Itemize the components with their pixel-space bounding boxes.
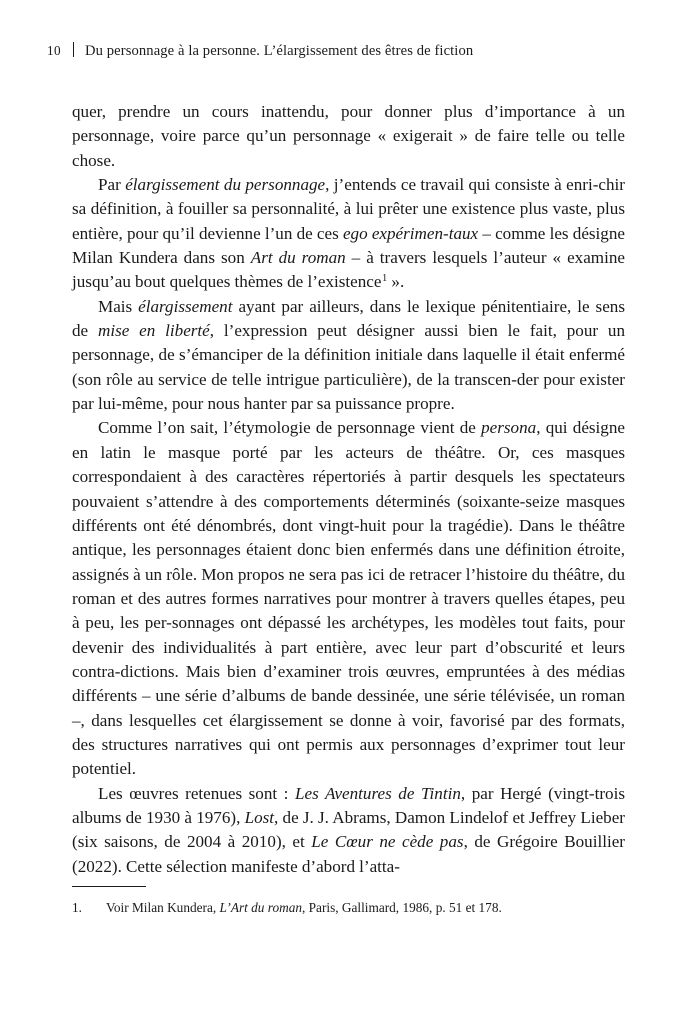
italic-run: Les Aventures de Tintin	[294, 783, 461, 803]
numeral-run: 1930	[145, 807, 181, 827]
paragraph	[72, 295, 625, 417]
footnote-list	[72, 899, 625, 917]
italic-run: ego expérimen-taux	[342, 223, 479, 243]
text-run: , l’expression peut désigner aussi bien le fait, pour un personnage, de s’émanciper de la définition initiale dans laquelle il était enfermé (son rôle au service de telle intrigue particulière), de la transcen-der pour exister par lui-même, pour nous hanter par sa puissance propre.	[72, 321, 626, 414]
text-run: quer, prendre un cours inattendu, pour donner plus d’importance à un personnage, voire parce qu’un personnage « exigerait » de faire telle ou telle chose.	[72, 102, 625, 170]
text-run: ayant par ailleurs, dans le lexique pénitentiaire, le sens de	[72, 296, 625, 341]
text-run: Voir Milan Kundera,	[106, 900, 220, 915]
numeral-run: 2004	[186, 832, 222, 852]
text-run: ). Cette sélection manifeste d’abord l’atta-	[111, 856, 400, 876]
text-run: , de J. J. Abrams, Damon Lindelof et Jeffrey Lieber (six saisons, de	[72, 807, 625, 852]
text-run: , de Grégoire Bouillier (	[72, 832, 625, 876]
numeral-run: 1976	[196, 807, 231, 827]
text-run: Les œuvres retenues sont :	[98, 783, 295, 803]
italic-run: Le Cœur ne cède pas	[311, 832, 464, 852]
text-run: , Paris, Gallimard, 1986, p. 51 et 178.	[302, 900, 502, 915]
paragraph	[72, 416, 625, 781]
numeral-run: 2022	[77, 856, 112, 876]
text-run: Mais	[98, 296, 139, 316]
header-separator-rule	[73, 42, 74, 57]
text-run: à	[180, 807, 197, 827]
text-run: , qui désigne en latin le masque porté par les acteurs de théâtre. Or, ces masques correspondaient à des caractères répertoriés à partir desquels les spectateurs pouvaient s’attendre à des comportements déterminés (soixante-seize masques différents ont été dénombrés, dont vingt-huit pour la tragédie). Dans le théâtre antique, les personnages étaient donc bien enfermés dans une définition étroite, assignés à un rôle. Mon propos ne sera pas ici de retracer l’histoire du théâtre, du roman et des autres formes narratives pour montrer à travers quelles étapes, peu à peu, les per-sonnages ont dépassé les archétypes, les modèles tout faits, pour devenir des individualités à part entière, avec leur part d’obscurité et leurs contra-dictions. Mais bien d’examiner trois œuvres, empruntées à des médias différents – une série d’albums de bande dessinée, une série télévisée, un roman –, dans lesquelles cet élargissement se donne à voir, favorisé par des formats, des structures narratives qui ont permis aux personnages d’exprimer tout leur potentiel.	[72, 418, 625, 779]
text-run: Par	[98, 175, 126, 195]
footnote-reference-marker[interactable]: 1	[381, 272, 388, 284]
paragraph	[72, 782, 625, 879]
numeral-run: 2010	[241, 832, 276, 852]
text-run: – à travers lesquels l’auteur « examine jusqu’au bout quelques thèmes de l’existence	[72, 248, 625, 292]
paragraph	[72, 173, 625, 295]
italic-run: Art du roman	[250, 248, 346, 268]
footnote-area	[72, 886, 625, 917]
running-title: Du personnage à la personne. L’élargissement des êtres de fiction	[85, 43, 474, 59]
text-run: ),	[230, 807, 245, 827]
italic-run: mise en liberté	[97, 321, 210, 341]
italic-run: L’Art du roman	[219, 900, 302, 915]
text-run: ».	[387, 272, 405, 292]
italic-run: élargissement	[138, 296, 233, 316]
footnote-entry	[72, 899, 625, 917]
footnote-text	[106, 899, 502, 917]
running-header	[47, 40, 637, 62]
footnote-number: 1.	[72, 900, 82, 915]
footnote-separator-rule	[72, 886, 146, 887]
page-number: 10	[47, 43, 61, 58]
italic-run: élargissement du personnage	[125, 175, 326, 195]
text-run: à	[221, 832, 242, 852]
text-run: Comme l’on sait, l’étymologie de personnage vient de	[98, 418, 482, 438]
italic-run: Lost	[244, 807, 275, 827]
paragraph	[72, 100, 625, 173]
text-run: , j’entends ce travail qui consiste à enri-chir sa définition, à fouiller sa personnalité, à lui prêter une existence plus vaste, plus entière, pour qu’il devienne l’un de ces	[72, 175, 625, 243]
italic-run: persona	[481, 418, 537, 438]
text-run: ), et	[275, 832, 312, 852]
body-text-block	[72, 100, 625, 879]
text-run: – comme les désigne Milan Kundera dans son	[72, 223, 625, 268]
text-run: , par Hergé (vingt-trois albums de	[72, 783, 625, 827]
